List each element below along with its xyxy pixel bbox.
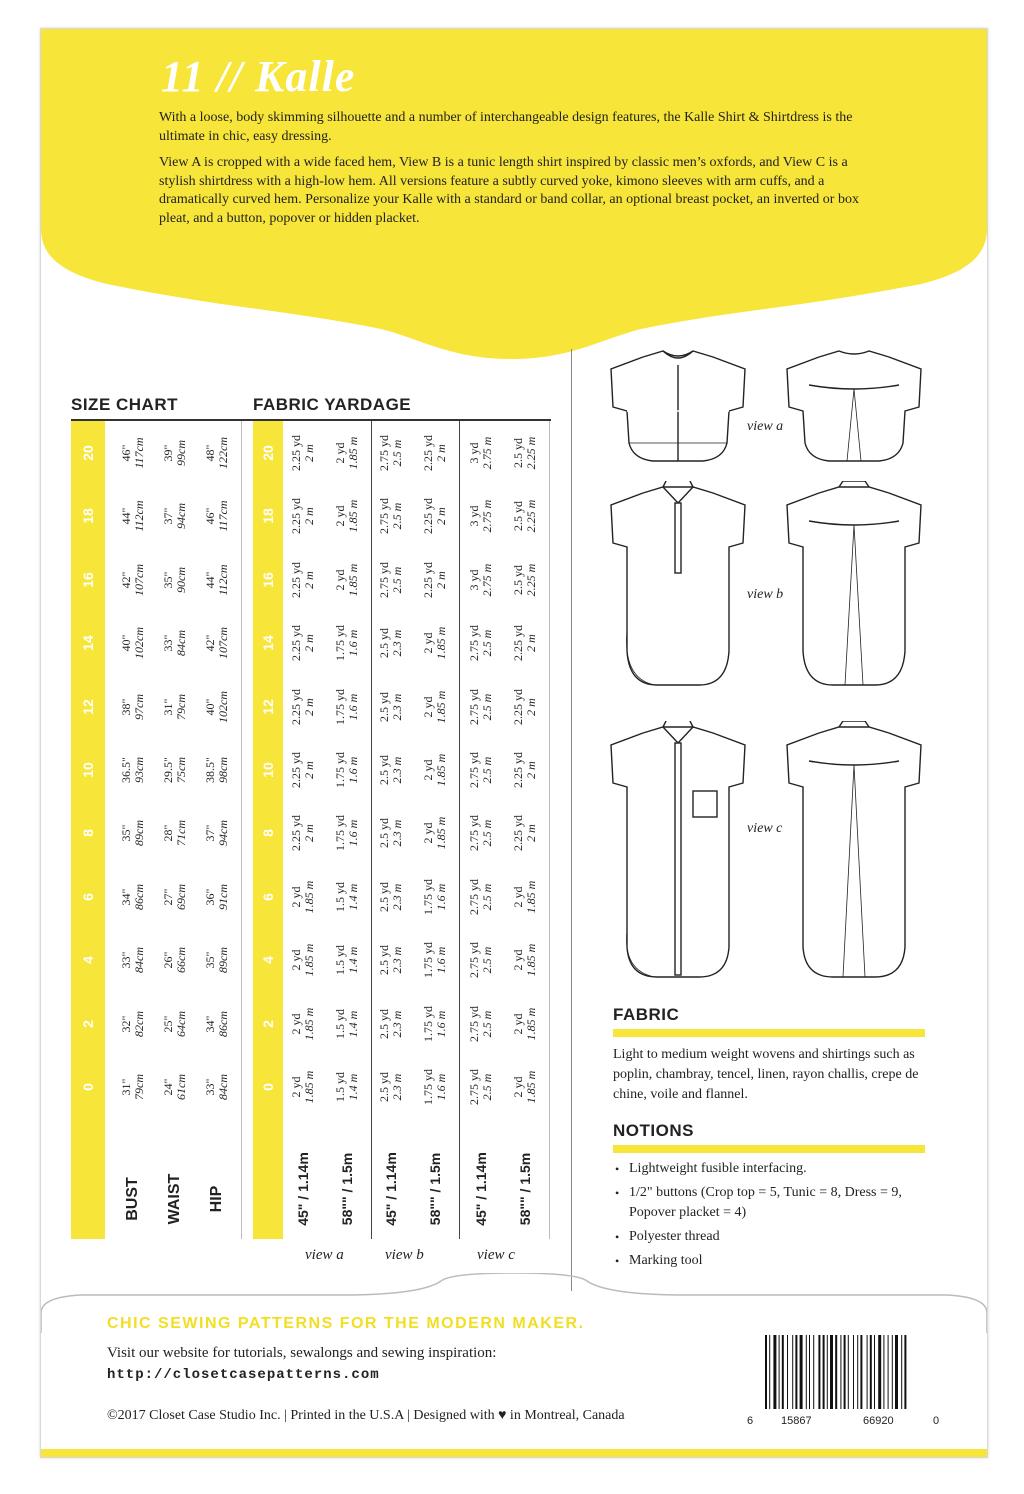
yardage-cell: 2.5 yd 2.3 m	[377, 755, 404, 785]
illustration-view-tag: view c	[747, 821, 783, 836]
footer-visit-text: Visit our website for tutorials, sewalongs and sewing inspiration:	[107, 1345, 497, 1361]
size-chart-cell: 46" 117cm	[203, 500, 230, 532]
footer-tagline: CHIC SEWING PATTERNS FOR THE MODERN MAKER.	[107, 1315, 585, 1332]
yardage-cell: 2.75 yd 2.5 m	[467, 878, 494, 915]
notion-item: Polyester thread	[629, 1229, 720, 1244]
yardage-cell: 2.25 yd 2 m	[421, 561, 448, 598]
intro-paragraph-2: View A is cropped with a wide faced hem, View B is a tunic length shirt inspired by classic men’s oxfords, and View C is a stylish shirtdress with a high-low hem. All versions feature a subtly curved yoke, kimono sleeves with arm cuffs, and a dramatically curved hem. Personalize your Kalle with a standard or band collar, an optional breast pocket, an inverted or box pleat, and a button, popover or hidden placket.	[159, 155, 859, 226]
table-rule	[459, 421, 460, 1239]
yardage-cell: 2.5 yd 2.25 m	[511, 500, 538, 533]
yardage-cell: 2 yd 1.85 m	[289, 880, 316, 914]
yardage-width-label: 58"" / 1.5m	[427, 1152, 443, 1226]
yardage-cell: 1.75 yd 1.6 m	[333, 815, 360, 852]
yardage-cell: 2.5 yd 2.25 m	[511, 436, 538, 470]
bullet-icon: •	[615, 1230, 620, 1244]
tables-top-rule	[71, 419, 551, 421]
yardage-cell: 2.75 yd 2.5 m	[467, 815, 494, 852]
size-chart-cell: 39" 99cm	[161, 440, 188, 466]
yardage-cell: 3 yd 2.75 m	[467, 436, 494, 470]
yardage-cell: 2.25 yd 2 m	[511, 815, 538, 852]
bottom-accent-bar	[41, 1449, 987, 1457]
yardage-view-label: view b	[385, 1247, 424, 1263]
yardage-cell: 2.75 yd 2.5 m	[467, 752, 494, 788]
yardage-width-label: 45" / 1.14m	[383, 1152, 399, 1226]
barcode-digit: 6	[747, 1415, 754, 1427]
yardage-cell: 2.25 yd 2 m	[289, 498, 316, 535]
size-label: 16	[80, 572, 96, 588]
yardage-cell: 2.5 yd 2.3 m	[377, 691, 404, 722]
size-chart-cell: 36" 91cm	[203, 883, 230, 910]
size-chart-cell: 40" 102cm	[203, 690, 230, 723]
yardage-cell: 2.25 yd 2 m	[511, 688, 538, 725]
yardage-cell: 1.5 yd 1.4 m	[333, 881, 360, 912]
size-chart-cell: 26" 66cm	[161, 947, 188, 974]
notion-item: 1/2" buttons (Crop top = 5, Tunic = 8, Dress = 9, Popover placket = 4)	[629, 1185, 902, 1220]
size-label: 2	[80, 1019, 96, 1028]
yardage-cell: 2.75 yd 2.5 m	[467, 942, 494, 979]
size-label: 0	[80, 1083, 96, 1091]
yardage-cell: 2.5 yd 2.3 m	[377, 945, 404, 976]
size-chart-cell: 37" 94cm	[161, 503, 188, 530]
yardage-width-label: 58"" / 1.5m	[517, 1152, 533, 1226]
yardage-cell: 2 yd 1.85 m	[511, 880, 538, 914]
size-chart-cell: 46" 117cm	[119, 437, 146, 469]
yardage-cell: 2 yd 1.85 m	[421, 690, 448, 723]
size-chart-cell: 38.5" 98cm	[203, 757, 230, 783]
intro-paragraph-1: With a loose, body skimming silhouette and a number of interchangeable design features, the Kalle Shirt & Shirtdress is the ultimate in chic, easy dressing.	[159, 110, 853, 144]
size-chart-cell: 44" 112cm	[119, 500, 146, 532]
size-label: 2	[260, 1019, 276, 1028]
yardage-cell: 1.5 yd 1.4 m	[333, 1072, 360, 1102]
size-chart-cell: 35" 90cm	[161, 566, 188, 593]
yardage-cell: 2.75 yd 2.5 m	[377, 561, 404, 598]
yardage-cell: 1.75 yd 1.6 m	[421, 878, 448, 915]
size-chart-cell: 34" 86cm	[119, 883, 146, 910]
yardage-cell: 2 yd 1.85 m	[289, 1070, 316, 1104]
yardage-cell: 2 yd 1.85 m	[421, 626, 448, 660]
size-chart-cell: 48" 122cm	[203, 437, 230, 469]
size-chart-cell: 33" 84cm	[203, 1074, 230, 1100]
size-chart-cell: 42" 107cm	[119, 563, 146, 596]
size-label: 20	[260, 445, 276, 461]
size-label: 16	[260, 572, 276, 588]
bullet-icon: •	[615, 1254, 620, 1268]
size-chart-cell: 35" 89cm	[119, 820, 146, 847]
size-label: 14	[80, 635, 96, 651]
fabric-heading: FABRIC	[613, 1005, 680, 1024]
barcode-digit: 0	[933, 1415, 940, 1427]
yardage-cell: 2.75 yd 2.5 m	[467, 1069, 494, 1105]
size-chart-cell: 31" 79cm	[119, 1074, 146, 1100]
yardage-cell: 2.5 yd 2.25 m	[511, 563, 538, 597]
size-chart-cell: 36.5" 93cm	[119, 757, 146, 783]
size-label: 8	[260, 829, 276, 838]
notion-item: Lightweight fusible interfacing.	[629, 1161, 807, 1176]
yardage-cell: 1.75 yd 1.6 m	[333, 752, 360, 788]
yardage-view-label: view c	[477, 1247, 515, 1263]
yardage-cell: 2.25 yd 2 m	[289, 435, 316, 471]
size-chart-row-label: HIP	[208, 1185, 225, 1213]
size-label: 14	[260, 635, 276, 651]
yardage-cell: 2.5 yd 2.3 m	[377, 818, 404, 849]
size-chart-cell: 38" 97cm	[119, 693, 146, 720]
size-chart-cell: 27" 69cm	[161, 883, 188, 910]
yardage-cell: 2.5 yd 2.3 m	[377, 1072, 404, 1102]
yardage-cell: 2.75 yd 2.5 m	[467, 1005, 494, 1042]
yardage-cell: 1.75 yd 1.6 m	[333, 688, 360, 725]
yardage-cell: 2 yd 1.85 m	[289, 943, 316, 977]
illustration-view-tag: view a	[747, 419, 784, 434]
notions-heading-underline	[613, 1145, 925, 1153]
yardage-cell: 2 yd 1.85 m	[333, 436, 360, 470]
size-label: 4	[260, 956, 276, 965]
yardage-cell: 2.5 yd 2.3 m	[377, 628, 404, 659]
size-chart-cell: 44" 112cm	[203, 564, 230, 596]
size-label: 10	[80, 762, 96, 778]
yardage-cell: 2.5 yd 2.3 m	[377, 881, 404, 912]
yardage-cell: 1.75 yd 1.6 m	[333, 625, 360, 662]
table-rule	[371, 421, 372, 1239]
yardage-cell: 2 yd 1.85 m	[289, 1007, 316, 1040]
size-chart-cell: 32" 82cm	[119, 1010, 146, 1037]
yardage-cell: 2.25 yd 2 m	[289, 688, 316, 725]
size-chart-cell: 24" 61cm	[161, 1074, 188, 1100]
yardage-cell: 2.75 yd 2.5 m	[467, 688, 494, 725]
size-chart-cell: 33" 84cm	[161, 630, 188, 657]
yardage-cell: 1.75 yd 1.6 m	[421, 942, 448, 979]
yardage-cell: 2 yd 1.85 m	[511, 1070, 538, 1104]
view-b-front-illustration	[603, 481, 753, 691]
pattern-title: 11 // Kalle	[161, 52, 356, 101]
size-chart-cell: 34" 86cm	[203, 1010, 230, 1037]
copyright-line: ©2017 Closet Case Studio Inc. | Printed in the U.S.A | Designed with ♥ in Montreal, Canada	[107, 1408, 625, 1423]
yardage-cell: 1.75 yd 1.6 m	[421, 1069, 448, 1105]
yardage-cell: 2.25 yd 2 m	[511, 752, 538, 788]
barcode-digit: 15867	[781, 1415, 812, 1427]
size-chart-cell: 42" 107cm	[203, 627, 230, 660]
column-divider	[571, 349, 572, 1291]
size-label: 18	[260, 508, 276, 525]
size-chart-cell: 28" 71cm	[161, 820, 188, 847]
yardage-cell: 2.25 yd 2 m	[289, 752, 316, 788]
yardage-cell: 3 yd 2.75 m	[467, 500, 494, 533]
yardage-cell: 2 yd 1.85 m	[511, 1007, 538, 1040]
yardage-cell: 2.5 yd 2.3 m	[377, 1008, 404, 1039]
barcode-digit: 66920	[863, 1415, 894, 1427]
size-chart-row-label: BUST	[124, 1177, 141, 1221]
size-label: 12	[260, 698, 276, 715]
yardage-cell: 3 yd 2.75 m	[467, 563, 494, 597]
view-b-back-illustration	[779, 481, 929, 691]
size-label: 0	[260, 1083, 276, 1091]
yardage-cell: 2.25 yd 2 m	[289, 815, 316, 852]
size-label: 4	[80, 956, 96, 965]
yardage-cell: 2 yd 1.85 m	[421, 817, 448, 850]
yardage-cell: 2.25 yd 2 m	[289, 561, 316, 598]
size-chart-cell: 31" 79cm	[161, 693, 188, 720]
bullet-icon: •	[615, 1162, 620, 1176]
size-label: 8	[80, 829, 96, 838]
yardage-width-label: 58"" / 1.5m	[339, 1152, 355, 1226]
yardage-width-label: 45" / 1.14m	[473, 1152, 489, 1226]
size-chart-cell: 33" 84cm	[119, 947, 146, 974]
size-chart-cell: 40" 102cm	[119, 627, 146, 660]
size-label: 10	[260, 762, 276, 778]
size-label: 18	[80, 508, 96, 525]
view-c-back-illustration	[779, 721, 929, 981]
yardage-cell: 1.75 yd 1.6 m	[421, 1005, 448, 1042]
yardage-cell: 2.25 yd 2 m	[421, 435, 448, 471]
barcode	[759, 1331, 949, 1423]
size-chart-cell: 29.5" 75cm	[161, 757, 188, 783]
yardage-cell: 2.25 yd 2 m	[511, 625, 538, 662]
yardage-cell: 2.25 yd 2 m	[289, 625, 316, 662]
yardage-cell: 2 yd 1.85 m	[333, 500, 360, 533]
pattern-envelope	[40, 28, 988, 1458]
website-link[interactable]: http://closetcasepatterns.com	[107, 1367, 380, 1383]
notions-heading: NOTIONS	[613, 1121, 694, 1140]
size-label: 6	[80, 892, 96, 901]
size-label: 6	[260, 892, 276, 901]
view-a-front-illustration	[603, 347, 753, 467]
notion-item: Marking tool	[629, 1253, 703, 1268]
size-chart-row-label: WAIST	[166, 1173, 183, 1225]
yardage-cell: 1.5 yd 1.4 m	[333, 1008, 360, 1039]
yardage-view-label: view a	[305, 1247, 344, 1263]
yardage-cell: 2.25 yd 2 m	[421, 498, 448, 535]
size-label: 20	[80, 445, 96, 461]
yardage-cell: 2 yd 1.85 m	[421, 753, 448, 787]
illustration-view-tag: view b	[747, 587, 784, 602]
size-chart-cell: 25" 64cm	[161, 1010, 188, 1037]
bullet-icon: •	[615, 1186, 620, 1200]
yardage-width-label: 45" / 1.14m	[295, 1152, 311, 1226]
fabric-heading-underline	[613, 1029, 925, 1037]
size-chart-cell: 35" 89cm	[203, 947, 230, 974]
size-label: 12	[80, 698, 96, 715]
fabric-description: Light to medium weight wovens and shirtings such as poplin, chambray, tencel, linen, rayon challis, crepe de chine, voile and flannel.	[613, 1047, 919, 1102]
size-chart-heading: SIZE CHART	[71, 395, 178, 414]
table-rule	[549, 421, 550, 1239]
fabric-yardage-heading: FABRIC YARDAGE	[253, 395, 412, 414]
yardage-cell: 2.75 yd 2.5 m	[377, 435, 404, 471]
view-a-back-illustration	[779, 347, 929, 467]
yardage-cell: 2.75 yd 2.5 m	[467, 625, 494, 662]
yardage-cell: 2 yd 1.85 m	[511, 943, 538, 977]
view-c-front-illustration	[603, 721, 753, 981]
yardage-cell: 1.5 yd 1.4 m	[333, 945, 360, 976]
table-rule	[241, 421, 242, 1239]
yardage-cell: 2 yd 1.85 m	[333, 563, 360, 597]
size-chart-cell: 37" 94cm	[203, 820, 230, 847]
yardage-cell: 2.75 yd 2.5 m	[377, 498, 404, 535]
